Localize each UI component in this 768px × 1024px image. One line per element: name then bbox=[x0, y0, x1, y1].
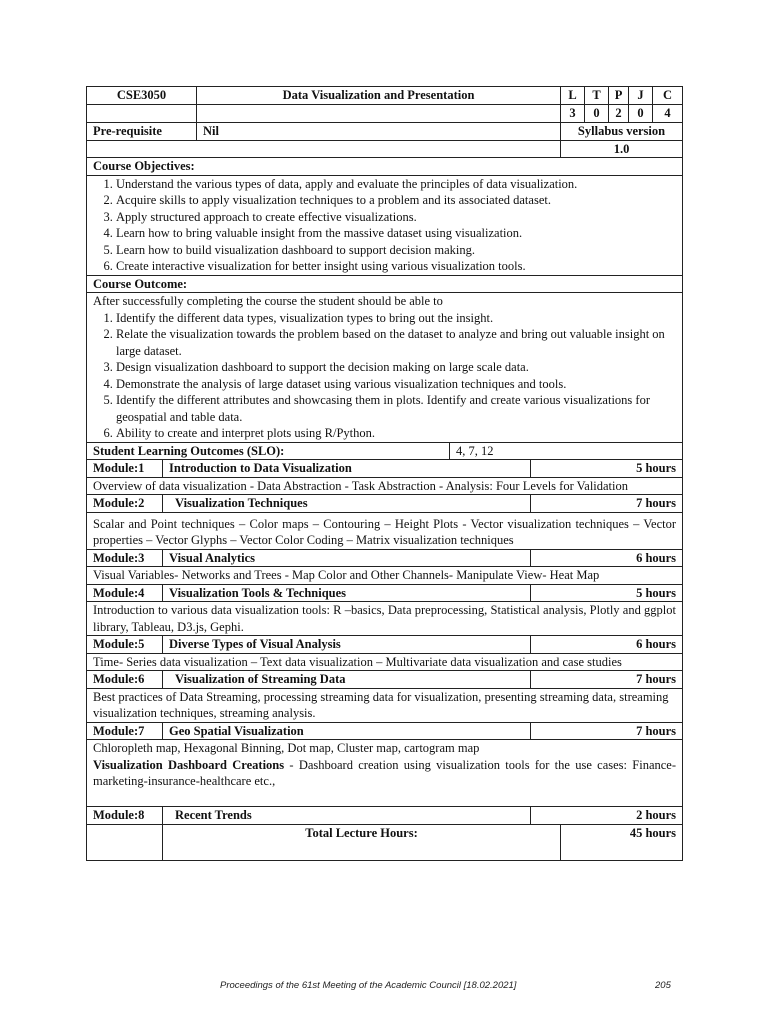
module-title: Geo Spatial Visualization bbox=[163, 722, 531, 740]
module-hours: 7 hours bbox=[531, 495, 683, 513]
list-item: 3. Apply structured approach to create effective visualizations. bbox=[116, 209, 676, 226]
ltpjc-label-t: T bbox=[585, 87, 609, 105]
module-title: Visualization of Streaming Data bbox=[163, 671, 531, 689]
module-extra-text: - Dashboard creation using visualization tools for the use cases: Finance-marketing-insurance-healthcare etc., bbox=[93, 757, 676, 788]
module-hours: 7 hours bbox=[531, 722, 683, 740]
total-hours-label: Total Lecture Hours: bbox=[163, 824, 561, 860]
module-content: Visual Variables- Networks and Trees - Map Color and Other Channels- Manipulate View- Heat Map bbox=[87, 567, 683, 585]
module-title: Recent Trends bbox=[163, 807, 531, 825]
module-title: Introduction to Data Visualization bbox=[163, 460, 531, 478]
module-number: Module:6 bbox=[87, 671, 163, 689]
list-item: 6. Ability to create and interpret plots using R/Python. bbox=[116, 425, 676, 442]
module-number: Module:7 bbox=[87, 722, 163, 740]
prerequisite-label: Pre-requisite bbox=[87, 122, 197, 140]
outcome-heading: Course Outcome: bbox=[87, 275, 683, 293]
syllabus-table bbox=[86, 86, 683, 861]
module-extra-heading: Visualization Dashboard Creations bbox=[93, 757, 285, 772]
page-number: 205 bbox=[655, 980, 671, 991]
module-extra bbox=[93, 757, 676, 790]
list-item: 5. Identify the different attributes and showcasing them in plots. Identify and create various visualizations for geospatial and table data. bbox=[116, 392, 676, 425]
syllabus-version-value: 1.0 bbox=[561, 140, 683, 158]
ltpjc-value-p: 2 bbox=[609, 105, 629, 123]
module-number: Module:3 bbox=[87, 549, 163, 567]
syllabus-sheet bbox=[86, 86, 682, 861]
blank-cell bbox=[87, 105, 197, 123]
list-item: 6. Create interactive visualization for better insight using various visualization tools. bbox=[116, 258, 676, 275]
module-number: Module:4 bbox=[87, 584, 163, 602]
slo-value: 4, 7, 12 bbox=[450, 442, 683, 460]
outcome-list bbox=[93, 310, 676, 442]
list-item: 1. Understand the various types of data, apply and evaluate the principles of data visualization. bbox=[116, 176, 676, 193]
ltpjc-value-c: 4 bbox=[653, 105, 683, 123]
module-number: Module:8 bbox=[87, 807, 163, 825]
list-item: 1. Identify the different data types, visualization types to bring out the insight. bbox=[116, 310, 676, 327]
outcome-intro: After successfully completing the course the student should be able to bbox=[93, 294, 443, 308]
module-number: Module:2 bbox=[87, 495, 163, 513]
module-content: Scalar and Point techniques – Color maps – Contouring – Height Plots - Vector visualization techniques – Vector properties – Vector Glyphs – Vector Color Coding – Matrix visualization techniques bbox=[87, 512, 683, 549]
module-hours: 6 hours bbox=[531, 549, 683, 567]
module-number: Module:5 bbox=[87, 636, 163, 654]
list-item: 4. Demonstrate the analysis of large dataset using various visualization techniques and tools. bbox=[116, 376, 676, 393]
module-content: Chloropleth map, Hexagonal Binning, Dot map, Cluster map, cartogram map bbox=[93, 741, 480, 755]
module-title: Visual Analytics bbox=[163, 549, 531, 567]
blank-cell bbox=[87, 824, 163, 860]
outcome-list-cell bbox=[87, 293, 683, 443]
module-hours: 5 hours bbox=[531, 460, 683, 478]
module-title: Diverse Types of Visual Analysis bbox=[163, 636, 531, 654]
slo-label: Student Learning Outcomes (SLO): bbox=[87, 442, 450, 460]
module-content: Overview of data visualization - Data Abstraction - Task Abstraction - Analysis: Four Levels for Validation bbox=[87, 477, 683, 495]
module-hours: 7 hours bbox=[531, 671, 683, 689]
objectives-list bbox=[93, 176, 676, 275]
module-number: Module:1 bbox=[87, 460, 163, 478]
list-item: 4. Learn how to bring valuable insight from the massive dataset using visualization. bbox=[116, 225, 676, 242]
module-content-cell bbox=[87, 740, 683, 807]
ltpjc-label-j: J bbox=[629, 87, 653, 105]
objectives-heading: Course Objectives: bbox=[87, 158, 683, 176]
ltpjc-label-c: C bbox=[653, 87, 683, 105]
module-title: Visualization Techniques bbox=[163, 495, 531, 513]
ltpjc-value-t: 0 bbox=[585, 105, 609, 123]
total-hours-value: 45 hours bbox=[561, 824, 683, 860]
objectives-list-cell bbox=[87, 175, 683, 275]
course-code: CSE3050 bbox=[87, 87, 197, 105]
syllabus-version-label: Syllabus version bbox=[561, 122, 683, 140]
list-item: 2. Acquire skills to apply visualization techniques to a problem and its associated dataset. bbox=[116, 192, 676, 209]
course-title: Data Visualization and Presentation bbox=[197, 87, 561, 105]
list-item: 3. Design visualization dashboard to support the decision making on large scale data. bbox=[116, 359, 676, 376]
module-hours: 2 hours bbox=[531, 807, 683, 825]
ltpjc-value-j: 0 bbox=[629, 105, 653, 123]
footer-proceedings: Proceedings of the 61st Meeting of the Academic Council [18.02.2021] bbox=[220, 980, 517, 991]
ltpjc-label-l: L bbox=[561, 87, 585, 105]
module-content: Time- Series data visualization – Text data visualization – Multivariate data visualization and case studies bbox=[87, 653, 683, 671]
blank-cell bbox=[87, 140, 561, 158]
module-title: Visualization Tools & Techniques bbox=[163, 584, 531, 602]
list-item: 2. Relate the visualization towards the problem based on the dataset to analyze and bring out valuable insight on large dataset. bbox=[116, 326, 676, 359]
module-hours: 5 hours bbox=[531, 584, 683, 602]
list-item: 5. Learn how to build visualization dashboard to support decision making. bbox=[116, 242, 676, 259]
module-content: Best practices of Data Streaming, processing streaming data for visualization, presenting streaming data, streaming visualization techniques, streaming analysis. bbox=[87, 688, 683, 722]
ltpjc-value-l: 3 bbox=[561, 105, 585, 123]
module-content: Introduction to various data visualization tools: R –basics, Data preprocessing, Statistical analysis, Plotly and ggplot library, Tableau, D3.js, Gephi. bbox=[87, 602, 683, 636]
ltpjc-label-p: P bbox=[609, 87, 629, 105]
blank-cell bbox=[197, 105, 561, 123]
prerequisite-value: Nil bbox=[197, 122, 561, 140]
module-hours: 6 hours bbox=[531, 636, 683, 654]
